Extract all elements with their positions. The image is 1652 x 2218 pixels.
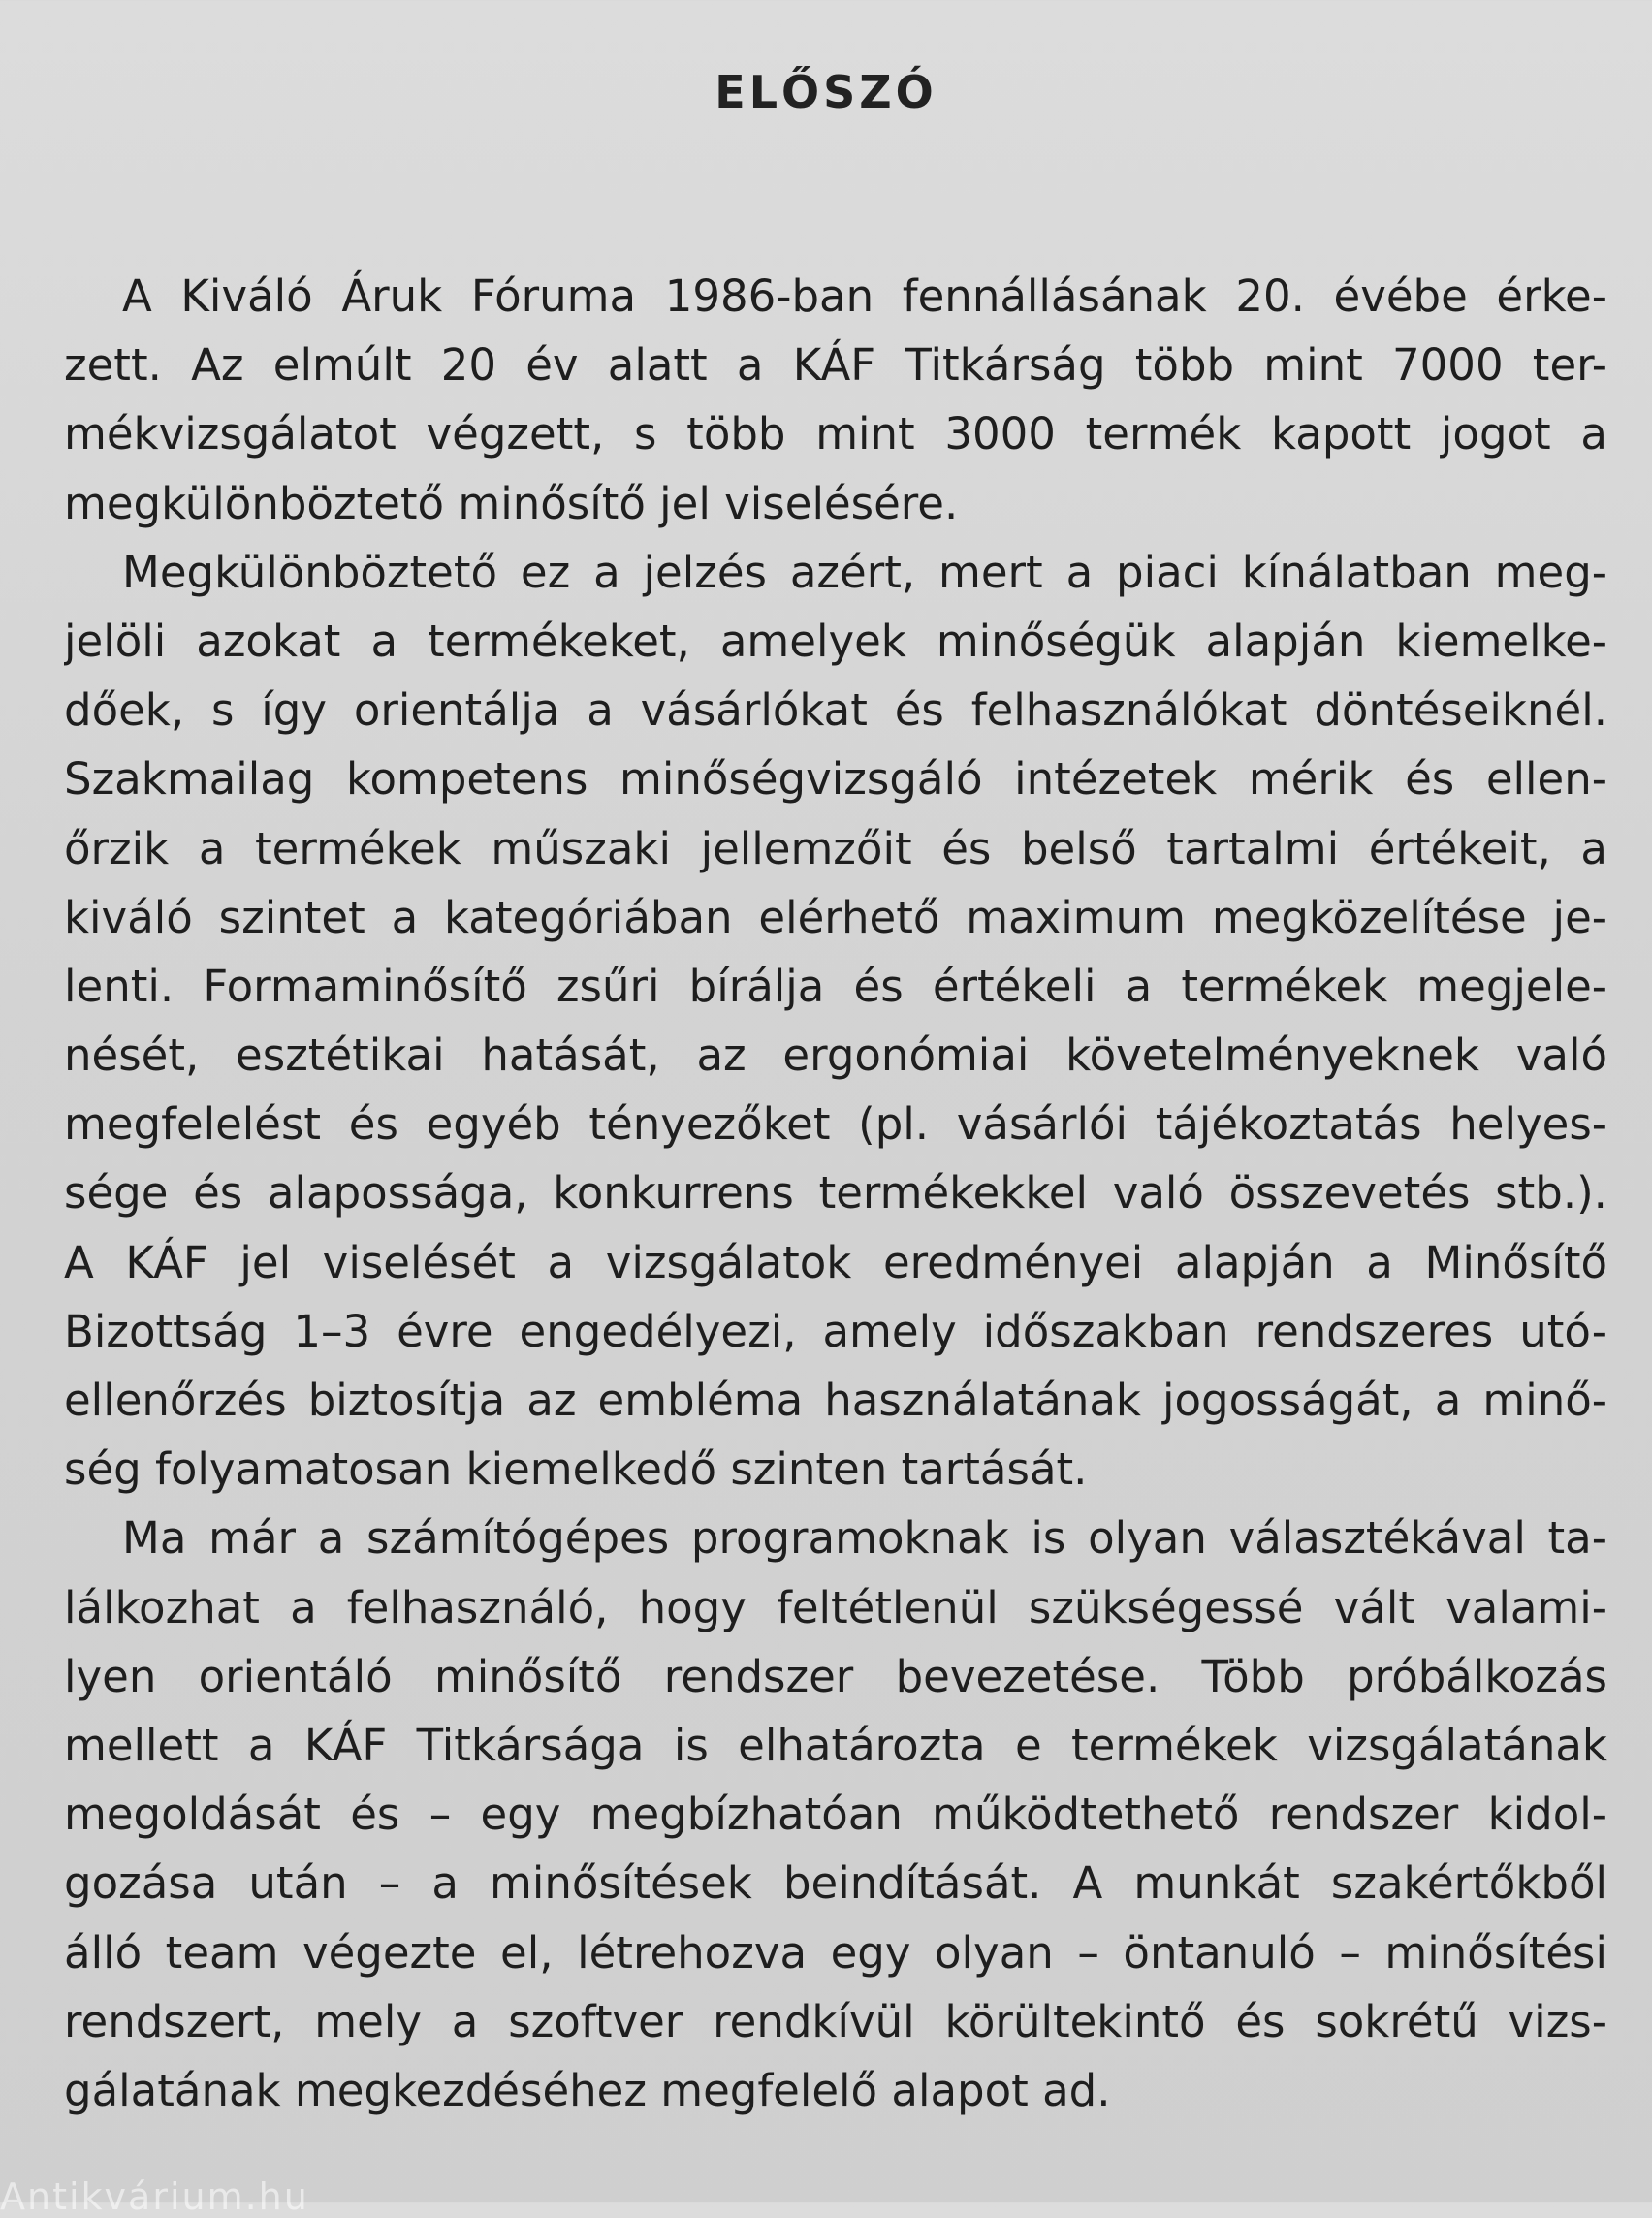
- text-line: megoldását és – egy megbízhatóan működtethető rendszer kidol-: [64, 1789, 1607, 1841]
- text-line: dőek, s így orientálja a vásárlókat és felhasználókat döntéseiknél.: [64, 684, 1607, 737]
- text-line: lálkozhat a felhasználó, hogy feltétlenül szükségessé vált valami-: [64, 1581, 1607, 1633]
- page-title: ELŐSZÓ: [715, 66, 937, 118]
- text-line: mékvizsgálatot végzett, s több mint 3000 termék kapott jogot a: [64, 408, 1607, 460]
- text-line: megkülönböztető minősítő jel viselésére.: [64, 477, 959, 529]
- text-line: zett. Az elmúlt 20 év alatt a KÁF Titkárság több mint 7000 ter-: [64, 339, 1607, 392]
- text-line: ség folyamatosan kiemelkedő szinten tartását.: [64, 1443, 1088, 1496]
- text-line: ellenőrzés biztosítja az embléma használatának jogosságát, a minő-: [64, 1375, 1607, 1426]
- text-line: gozása után – a minősítések beindítását. A munkát szakértőkből: [64, 1857, 1607, 1910]
- text-line: rendszert, mely a szoftver rendkívül körültekintő és sokrétű vizs-: [64, 1995, 1607, 2047]
- text-line: Bizottság 1–3 évre engedélyezi, amely időszakban rendszeres utó-: [64, 1305, 1607, 1357]
- text-line: gálatának megkezdéséhez megfelelő alapot ad.: [64, 2064, 1111, 2116]
- text-line: mellett a KÁF Titkársága is elhatározta e termékek vizsgálatának: [64, 1719, 1607, 1771]
- text-line: lenti. Formaminősítő zsűri bírálja és értékeli a termékek megjele-: [64, 960, 1607, 1012]
- text-line: Szakmailag kompetens minőségvizsgáló intézetek mérik és ellen-: [64, 753, 1607, 806]
- text-line: lyen orientáló minősítő rendszer bevezetése. Több próbálkozás: [64, 1650, 1607, 1702]
- text-line: nését, esztétikai hatását, az ergonómiai követelményeknek való: [64, 1030, 1607, 1082]
- watermark: Antikvárium.hu: [0, 2175, 309, 2218]
- text-line: őrzik a termékek műszaki jellemzőit és belső tartalmi értékeit, a: [64, 822, 1607, 874]
- body-text: [64, 262, 1607, 2125]
- text-line: megfelelést és egyéb tényezőket (pl. vásárlói tájékoztatás helyes-: [64, 1098, 1607, 1151]
- text-line: Megkülönböztető ez a jelzés azért, mert a piaci kínálatban meg-: [122, 546, 1607, 598]
- text-line: sége és alapossága, konkurrens termékekkel való összevetés stb.).: [64, 1167, 1607, 1220]
- text-line: A Kiváló Áruk Fóruma 1986-ban fennállásának 20. évébe érke-: [122, 270, 1607, 322]
- text-line: jelöli azokat a termékeket, amelyek minőségük alapján kiemelke-: [64, 615, 1607, 667]
- text-line: álló team végezte el, létrehozva egy olyan – öntanuló – minősítési: [64, 1926, 1607, 1979]
- text-line: Ma már a számítógépes programoknak is olyan választékával ta-: [122, 1512, 1607, 1565]
- text-line: kiváló szintet a kategóriában elérhető maximum megközelítése je-: [64, 891, 1607, 943]
- text-line: A KÁF jel viselését a vizsgálatok eredményei alapján a Minősítő: [64, 1236, 1607, 1288]
